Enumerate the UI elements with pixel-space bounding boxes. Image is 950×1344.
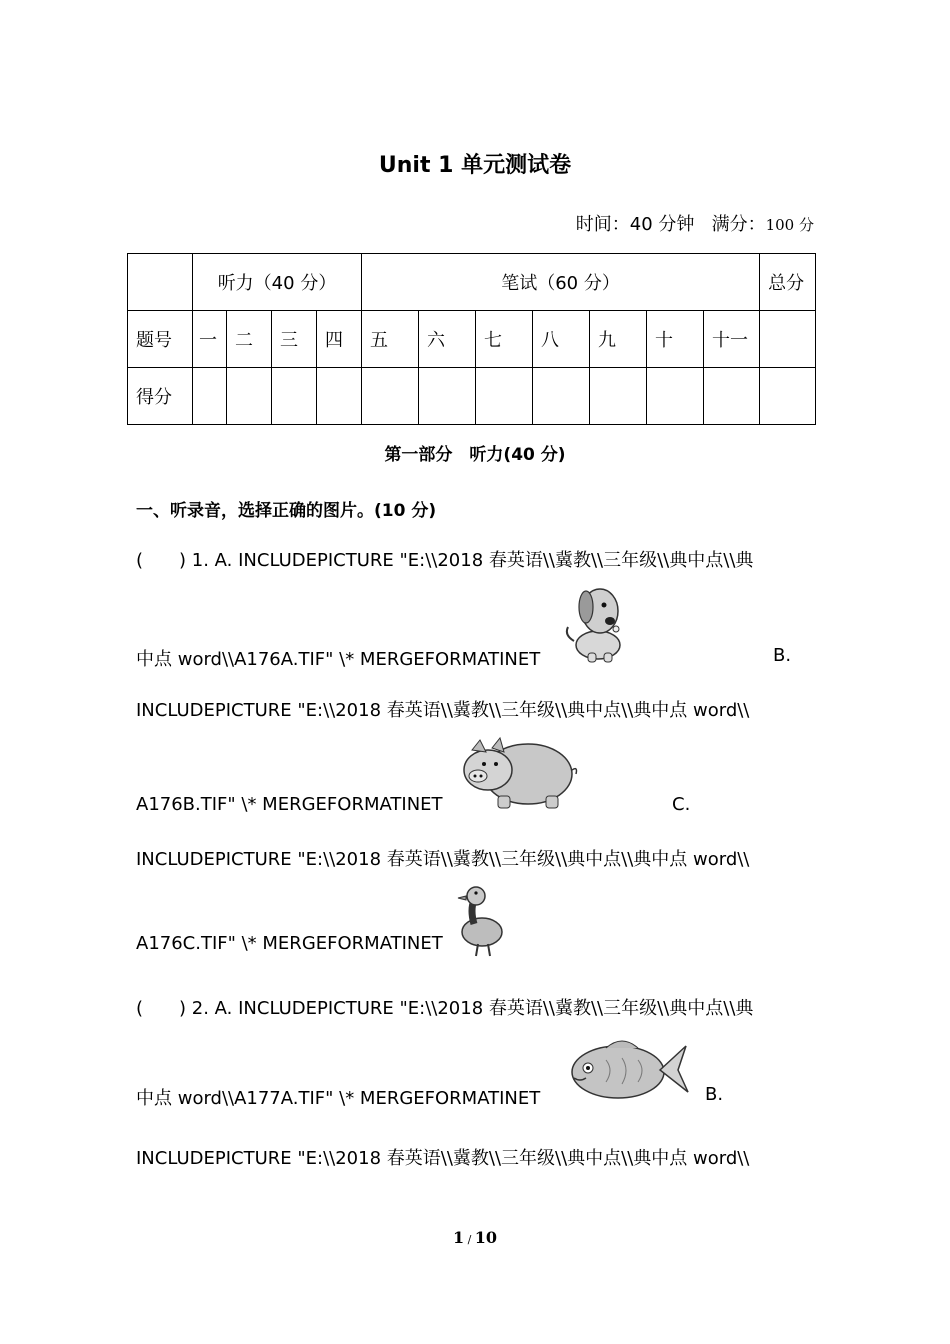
option-c-label: C. [672,794,691,815]
page-title: Unit 1 单元测试卷 [378,153,572,178]
question-number: 五 [362,311,419,368]
row-label-number: 题号 [128,311,193,368]
question-number: 七 [476,311,533,368]
score-cell[interactable] [533,368,590,425]
score-table [127,253,816,425]
score-cell[interactable] [590,368,647,425]
fish-picture[interactable] [566,1030,690,1108]
score-cell[interactable] [476,368,533,425]
question-number: 九 [590,311,647,368]
question-1-c-file: A176C.TIF" \* MERGEFORMATINET [136,933,443,954]
question-number: 一 [193,311,227,368]
page-separator: / [464,1233,475,1246]
listening-header: 听力（40 分） [193,254,362,311]
pig-picture[interactable] [458,730,580,812]
option-b-label: B. [705,1084,724,1105]
total-header: 总分 [760,254,816,311]
question-number: 十 [647,311,704,368]
score-cell[interactable] [362,368,419,425]
question-1-b-file: A176B.TIF" \* MERGEFORMATINET [136,794,443,815]
total-number-cell [760,311,816,368]
question-2-b-path: INCLUDEPICTURE "E:\\2018 春英语\\冀教\\三年级\\典中点\\典中点 word\\ [136,1148,750,1169]
score-cell[interactable] [704,368,760,425]
dog-picture[interactable] [560,583,632,665]
question-1-b-path: INCLUDEPICTURE "E:\\2018 春英语\\冀教\\三年级\\典中点\\典中点 word\\ [136,700,750,721]
question-number: 二 [227,311,272,368]
time-label: 时间：40 分钟 [575,214,695,235]
part-title: 第一部分 听力(40 分) [384,445,566,465]
score-cell[interactable] [317,368,362,425]
question-1-path: 中点 word\\A176A.TIF" \* MERGEFORMATINET [136,649,541,670]
question-number: 四 [317,311,362,368]
question-number: 三 [272,311,317,368]
score-cell[interactable] [227,368,272,425]
question-number: 八 [533,311,590,368]
question-number: 六 [419,311,476,368]
page-current: 1 [452,1228,465,1247]
exam-meta [576,210,814,236]
duck-picture[interactable] [456,880,506,958]
score-cell[interactable] [193,368,227,425]
option-b-label: B. [773,645,792,666]
question-1-line: ( ) 1. A. INCLUDEPICTURE "E:\\2018 春英语\\冀教\\三年级\\典中点\\典 [136,550,754,571]
total-score-cell[interactable] [760,368,816,425]
question-2-line: ( ) 2. A. INCLUDEPICTURE "E:\\2018 春英语\\冀教\\三年级\\典中点\\典 [136,998,754,1019]
row-label-score: 得分 [128,368,193,425]
blank-cell [128,254,193,311]
writing-header: 笔试（60 分） [362,254,760,311]
score-label: 满分： [711,214,766,235]
page-total: 10 [474,1228,498,1247]
question-number: 十一 [704,311,760,368]
question-2-path: 中点 word\\A177A.TIF" \* MERGEFORMATINET [136,1088,541,1109]
page-number [0,1228,950,1247]
score-cell[interactable] [272,368,317,425]
score-cell[interactable] [647,368,704,425]
question-1-c-path: INCLUDEPICTURE "E:\\2018 春英语\\冀教\\三年级\\典中点\\典中点 word\\ [136,849,750,870]
score-cell[interactable] [419,368,476,425]
score-value: 100 分 [765,216,814,234]
question-heading: 一、听录音，选择正确的图片。(10 分) [136,501,437,521]
